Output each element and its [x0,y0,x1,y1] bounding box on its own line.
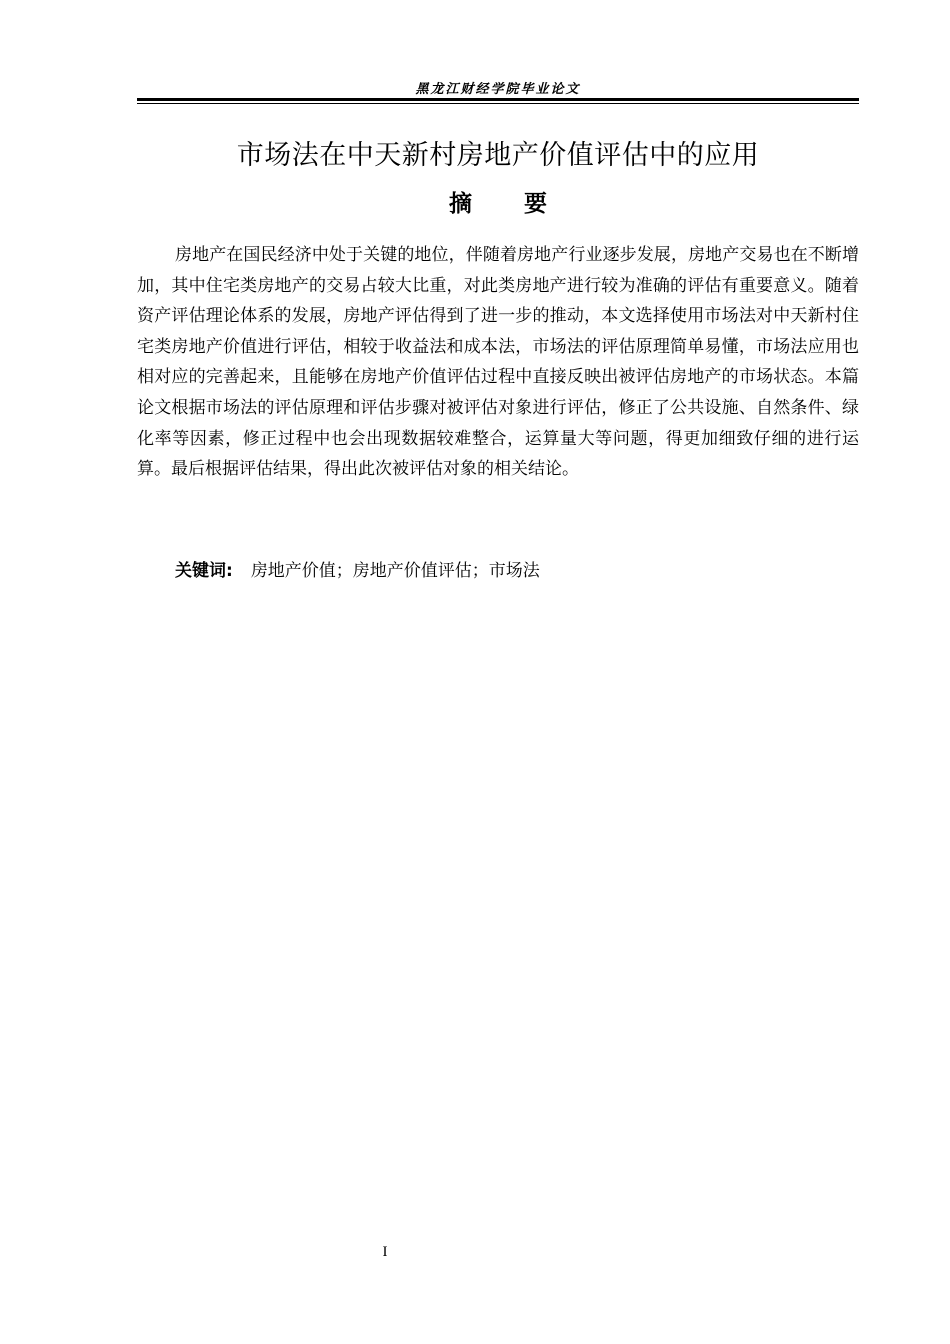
page-number: I [382,1244,388,1260]
thesis-title: 市场法在中天新村房地产价值评估中的应用 [236,140,760,171]
abstract-body: 房地产在国民经济中处于关键的地位，伴随着房地产行业逐步发展，房地产交易也在不断增加，其中住宅类房地产的交易占较大比重，对此类房地产进行较为准确的评估有重要意义。随着资产评估理论体系的发展，房地产评估得到了进一步的推动，本文选择使用市场法对中天新村住宅类房地产价值进行评估，相较于收益法和成本法，市场法的评估原理简单易懂，市场法应用也相对应的完善起来，且能够在房地产价值评估过程中直接反映出被评估房地产的市场状态。本篇论文根据市场法的评估原理和评估步骤对被评估对象进行评估，修正了公共设施、自然条件、绿化率等因素，修正过程中也会出现数据较难整合，运算量大等问题，得更加细致仔细的进行运算。最后根据评估结果，得出此次被评估对象的相关结论。 [137,245,859,480]
keywords-label: 关键词: [175,561,233,581]
header-rule-thin [137,103,859,104]
keywords-values: 房地产价值；房地产价值评估；市场法 [250,561,540,581]
running-header: 黑龙江财经学院毕业论文 [415,82,581,97]
abstract-heading [137,185,859,218]
abstract-heading-char-1: 摘 [449,191,472,217]
header-rule-thick [137,98,859,101]
keywords-line [175,556,540,586]
abstract-heading-char-2: 要 [524,191,547,217]
